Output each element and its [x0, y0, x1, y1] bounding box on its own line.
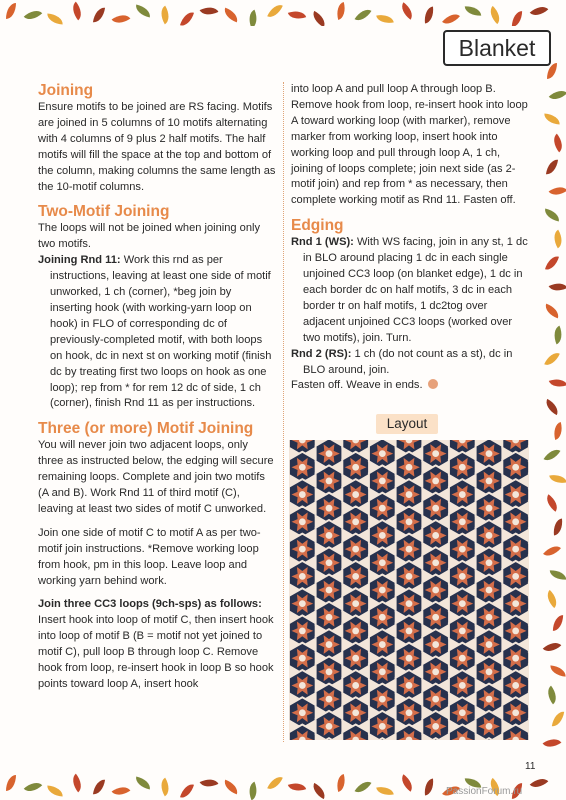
autumn-leaf-icon — [355, 6, 372, 25]
autumn-leaf-icon — [267, 2, 283, 21]
autumn-leaf-icon — [543, 734, 562, 751]
joining-round-11 — [38, 253, 276, 412]
autumn-leaf-icon — [550, 326, 565, 345]
three-motif-heading: Three (or more) Motif Joining — [38, 420, 254, 438]
round-label: Rnd 2 (RS): — [291, 347, 352, 360]
autumn-leaf-icon — [376, 785, 394, 798]
autumn-leaf-icon — [222, 780, 240, 795]
autumn-leaf-border-top — [0, 0, 566, 26]
two-motif-heading: Two-Motif Joining — [38, 203, 170, 221]
autumn-leaf-icon — [530, 2, 549, 20]
autumn-leaf-icon — [512, 11, 522, 26]
autumn-leaf-border-right — [540, 60, 566, 772]
round-label: Joining Rnd 11: — [38, 254, 121, 267]
round-text: 1 ch (do not count as a st), dc in BLO around, join. — [303, 347, 513, 376]
autumn-leaf-icon — [544, 350, 560, 369]
autumn-leaf-icon — [180, 782, 194, 800]
autumn-leaf-icon — [486, 6, 504, 24]
autumn-leaf-icon — [543, 590, 561, 608]
autumn-leaf-icon — [549, 376, 566, 391]
three-motif-continued: into loop A and pull loop A through loop B. Remove hook from loop, re-insert hook into loop A toward working loop (with marker), remove marker from working loop, insert hook into working loop and pull through loop A, 1 ch, joining of loops complete; join next side (as 2-motif join) and rep from * as necessary, then complete working motif as Rnd 11. Fasten off. — [291, 83, 528, 207]
finish-text: Fasten off. Weave in ends. — [291, 379, 423, 392]
autumn-leaf-icon — [530, 774, 549, 792]
autumn-leaf-icon — [310, 783, 329, 799]
autumn-leaf-icon — [398, 2, 417, 19]
autumn-leaf-icon — [68, 2, 86, 21]
autumn-leaf-icon — [310, 11, 329, 26]
autumn-leaf-icon — [222, 8, 240, 23]
autumn-leaf-icon — [543, 638, 562, 656]
autumn-leaf-icon — [423, 6, 435, 23]
autumn-leaf-icon — [93, 778, 105, 795]
autumn-leaf-icon — [245, 782, 260, 800]
autumn-leaf-icon — [157, 6, 174, 25]
edging-round-2 — [291, 347, 529, 379]
hexagon-motif — [476, 711, 503, 740]
column-divider — [283, 82, 284, 742]
round-label: Rnd 1 (WS): — [291, 236, 354, 249]
autumn-leaf-icon — [180, 10, 194, 26]
autumn-leaf-icon — [549, 86, 566, 104]
autumn-leaf-icon — [112, 782, 131, 799]
autumn-leaf-icon — [423, 778, 435, 795]
watermark: PassionForum.ru — [446, 786, 523, 797]
right-column — [291, 82, 529, 394]
autumn-leaf-icon — [551, 422, 565, 440]
autumn-leaf-icon — [552, 518, 564, 535]
autumn-leaf-icon — [355, 778, 372, 797]
autumn-leaf-icon — [334, 2, 348, 20]
joining-text: Ensure motifs to be joined are RS facing. Motifs are joined in 5 columns of 10 motifs alternating with 4 columns of 9 plus 2 half motifs. The half motifs will fill the space at the top and bottom of the column, making columns the same length as the 10-motif columns. — [38, 101, 276, 193]
autumn-leaf-icon — [543, 686, 561, 705]
autumn-leaf-icon — [465, 6, 482, 17]
joining-heading: Joining — [38, 82, 94, 99]
yarn-ball-icon — [428, 379, 438, 389]
autumn-leaf-icon — [553, 615, 563, 631]
autumn-leaf-icon — [24, 6, 43, 24]
autumn-leaf-icon — [543, 208, 561, 221]
autumn-leaf-icon — [546, 158, 558, 175]
three-motif-para-3: Insert hook into loop of motif C, then insert hook into loop of motif B (B = motif not yet joined to motif C), pull loop B through loop C. Remove hook from loop, re-insert hook in loop B so hook points toward loop A, insert hook — [38, 614, 274, 690]
autumn-leaf-icon — [549, 134, 566, 153]
autumn-leaf-icon — [288, 780, 306, 795]
autumn-leaf-icon — [68, 774, 86, 793]
autumn-leaf-icon — [6, 775, 16, 791]
autumn-leaf-icon — [112, 10, 131, 26]
blanket-layout-image — [289, 440, 529, 740]
autumn-leaf-icon — [245, 10, 260, 26]
autumn-leaf-icon — [134, 776, 152, 789]
edging-finish — [291, 378, 529, 394]
autumn-leaf-icon — [550, 230, 566, 249]
layout-label: Layout — [376, 414, 438, 434]
left-column — [38, 82, 276, 693]
edging-round-1 — [291, 235, 529, 346]
three-motif-para-1: You will never join two adjacent loops, only three as instructed below, the edging will secure remaining loops. Complete and join two motifs (A and B). Work Rnd 11 of third motif (C), leaving at least two sides of motif C unworked. — [38, 439, 274, 515]
autumn-leaf-icon — [334, 774, 348, 792]
two-motif-intro: The loops will not be joined when joining only two motifs. — [38, 222, 261, 251]
hexagon-motif — [316, 711, 343, 740]
round-text: Work this rnd as per instructions, leaving at least one side of motif unworked, 1 ch (corner), *beg join by inserting hook (with working-yarn loop on hook) in FLO of corresponding dc of previously-completed motif, with both loops on hook, dc in next st on working motif (finish dc by treating first two loops on hook as one loop); rep from * for rem 12 dc of side, 1 ch (corner), finish Rnd 11 as per instructions. — [50, 254, 272, 410]
autumn-leaf-icon — [543, 494, 562, 511]
autumn-leaf-icon — [543, 304, 561, 319]
autumn-leaf-icon — [47, 13, 64, 24]
hexagon-motif — [422, 711, 449, 740]
autumn-leaf-icon — [545, 254, 559, 272]
autumn-leaf-icon — [134, 4, 152, 17]
autumn-leaf-icon — [93, 6, 105, 23]
page-number: 11 — [525, 761, 536, 772]
autumn-leaf-icon — [550, 570, 566, 581]
autumn-leaf-icon — [24, 778, 43, 796]
autumn-leaf-icon — [398, 774, 417, 791]
autumn-leaf-icon — [200, 775, 219, 791]
autumn-leaf-icon — [376, 13, 394, 26]
autumn-leaf-icon — [549, 182, 566, 199]
autumn-leaf-icon — [200, 3, 219, 19]
autumn-leaf-icon — [6, 3, 16, 19]
autumn-leaf-icon — [549, 473, 566, 486]
three-loops-subheading: Join three CC3 loops (9ch-sps) as follows: — [38, 598, 262, 611]
page-title: Blanket — [443, 30, 551, 66]
autumn-leaf-icon — [267, 774, 283, 793]
autumn-leaf-icon — [543, 542, 561, 561]
autumn-leaf-icon — [550, 665, 566, 676]
autumn-leaf-icon — [544, 113, 561, 124]
edging-heading: Edging — [291, 217, 344, 235]
autumn-leaf-icon — [157, 778, 174, 797]
autumn-leaf-icon — [47, 785, 64, 796]
autumn-leaf-icon — [544, 446, 561, 465]
autumn-leaf-icon — [543, 399, 562, 415]
round-text: With WS facing, join in any st, 1 dc in BLO around placing 1 dc in each single unjoined CC3 loop (on blanket edge), 1 dc in each border dc on half motifs, 3 dc in each border tr on half motifs, 1 dc2tog over adjacent unjoined CC3 loops (worked over two motifs), join. Turn. — [303, 236, 528, 344]
autumn-leaf-icon — [552, 710, 564, 727]
autumn-leaf-icon — [288, 8, 306, 23]
autumn-leaf-icon — [442, 10, 460, 26]
autumn-leaf-icon — [549, 279, 566, 295]
three-motif-para-2: Join one side of motif C to motif A as per two-motif join instructions. *Remove working loop from hook, pm in this loop. Leave loop and working yarn behind work. — [38, 526, 261, 587]
hexagon-motif — [369, 711, 396, 740]
